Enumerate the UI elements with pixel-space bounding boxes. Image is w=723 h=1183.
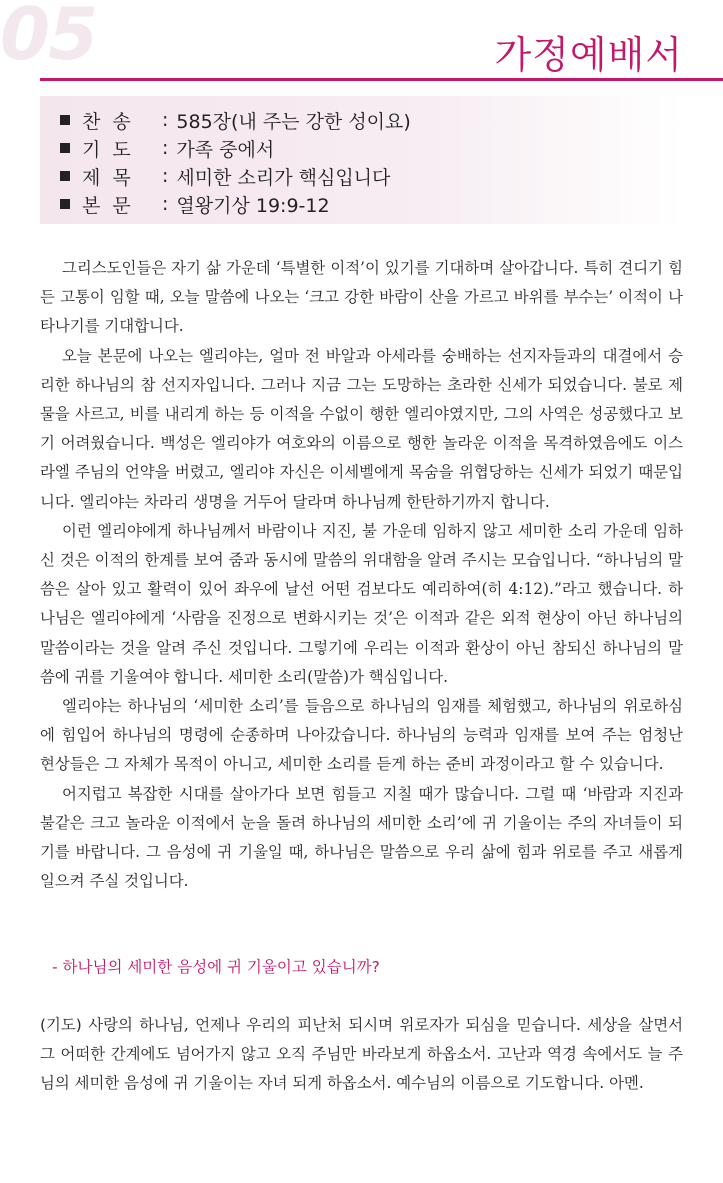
info-value: 열왕기상 19:9-12 — [176, 194, 330, 217]
prayer-text: 사랑의 하나님, 언제나 우리의 피난처 되시며 위로자가 되심을 믿습니다. 세상을 살면서 그 어떠한 간계에도 넘어가지 않고 오직 주님만 바라보게 하옵소서. 고난과 역경 속에서도 늘 주님의 세미한 음성에 귀 기울이는 자녀 되게 하옵소서. 예수님의 이름으로 기도합니다. 아멘. — [40, 1016, 683, 1093]
info-label: 기 도 — [82, 138, 131, 161]
body-paragraph: 어지럽고 복잡한 시대를 살아가다 보면 힘들고 지칠 때가 많습니다. 그럴 때 ‘바람과 지진과 불같은 크고 놀라운 이적에서 눈을 돌려 하나님의 세미한 소리’에 귀 기울이는 주의 자녀들이 되기를 바랍니다. 그 음성에 귀 기울일 때, 하나님은 말씀으로 우리 삶에 힘과 위로를 주고 새롭게 일으켜 주실 것입니다. — [40, 784, 683, 891]
info-row-subject — [60, 162, 683, 190]
prayer-label: (기도) — [40, 1016, 82, 1034]
info-colon: : — [162, 137, 169, 159]
info-row-prayer — [60, 134, 683, 162]
body-paragraph: 이런 엘리야에게 하나님께서 바람이나 지진, 불 가운데 임하지 않고 세미한 소리 가운데 임하신 것은 이적의 한계를 보여 줌과 동시에 말씀의 위대함을 알려 주시는 모습입니다. “하나님의 말씀은 살아 있고 활력이 있어 좌우에 날선 어떤 검보다도 예리하여(히 4:12).”라고 했습니다. 하나님은 엘리야에게 ‘사람을 진정으로 변화시키는 것’은 이적과 같은 외적 현상이 아닌 하나님의 말씀이라는 것을 알려 주신 것입니다. 그렇기에 우리는 이적과 환상이 아닌 참되신 하나님의 말씀에 귀를 기울여야 합니다. 세미한 소리(말씀)가 핵심입니다. — [40, 521, 683, 686]
square-bullet-icon — [60, 171, 70, 181]
worship-info-box — [40, 96, 683, 224]
closing-prayer — [40, 1011, 683, 1099]
info-colon: : — [162, 193, 169, 215]
square-bullet-icon — [60, 143, 70, 153]
info-label: 본 문 — [82, 194, 131, 217]
header-divider — [40, 78, 723, 81]
info-label: 제 목 — [82, 166, 131, 189]
page-number: 05 — [0, 0, 97, 76]
info-label: 찬 송 — [82, 110, 131, 133]
info-colon: : — [162, 165, 169, 187]
info-value: 가족 중에서 — [176, 138, 275, 161]
info-row-hymn — [60, 106, 683, 134]
info-colon: : — [162, 109, 169, 131]
body-paragraph: 그리스도인들은 자기 삶 가운데 ‘특별한 이적’이 있기를 기대하며 살아갑니다. 특히 견디기 힘든 고통이 임할 때, 오늘 말씀에 나오는 ‘크고 강한 바람이 산을 가르고 바위를 부수는’ 이적이 나타나기를 기대합니다. — [40, 259, 683, 336]
square-bullet-icon — [60, 115, 70, 125]
body-paragraph: 엘리야는 하나님의 ‘세미한 소리’를 들음으로 하나님의 임재를 체험했고, 하나님의 위로하심에 힘입어 하나님의 명령에 순종하며 나아갔습니다. 하나님의 능력과 임재를 보여 주는 엄청난 현상들은 그 자체가 목적이 아니고, 세미한 소리를 듣게 하는 준비 과정이라고 할 수 있습니다. — [40, 697, 683, 774]
info-row-scripture — [60, 190, 683, 218]
info-value: 세미한 소리가 핵심입니다 — [176, 166, 391, 189]
page-title: 가정예배서 — [494, 33, 683, 77]
reflection-question: - 하나님의 세미한 음성에 귀 기울이고 있습니까? — [52, 958, 380, 976]
info-value: 585장(내 주는 강한 성이요) — [176, 110, 411, 133]
body-paragraph: 오늘 본문에 나오는 엘리야는, 얼마 전 바알과 아세라를 숭배하는 선지자들과의 대결에서 승리한 하나님의 참 선지자입니다. 그러나 지금 그는 도망하는 초라한 신세가 되었습니다. 불로 제물을 사르고, 비를 내리게 하는 등 이적을 수없이 행한 엘리야였지만, 그의 사역은 성공했다고 보기 어려웠습니다. 백성은 엘리야가 여호와의 이름으로 행한 놀라운 이적을 목격하였음에도 이스라엘 주님의 언약을 버렸고, 엘리야 자신은 이세벨에게 목숨을 위협당하는 신세가 되었기 때문입니다. 엘리야는 차라리 생명을 거두어 달라며 하나님께 한탄하기까지 합니다. — [40, 346, 683, 511]
sermon-body — [40, 254, 683, 896]
square-bullet-icon — [60, 199, 70, 209]
